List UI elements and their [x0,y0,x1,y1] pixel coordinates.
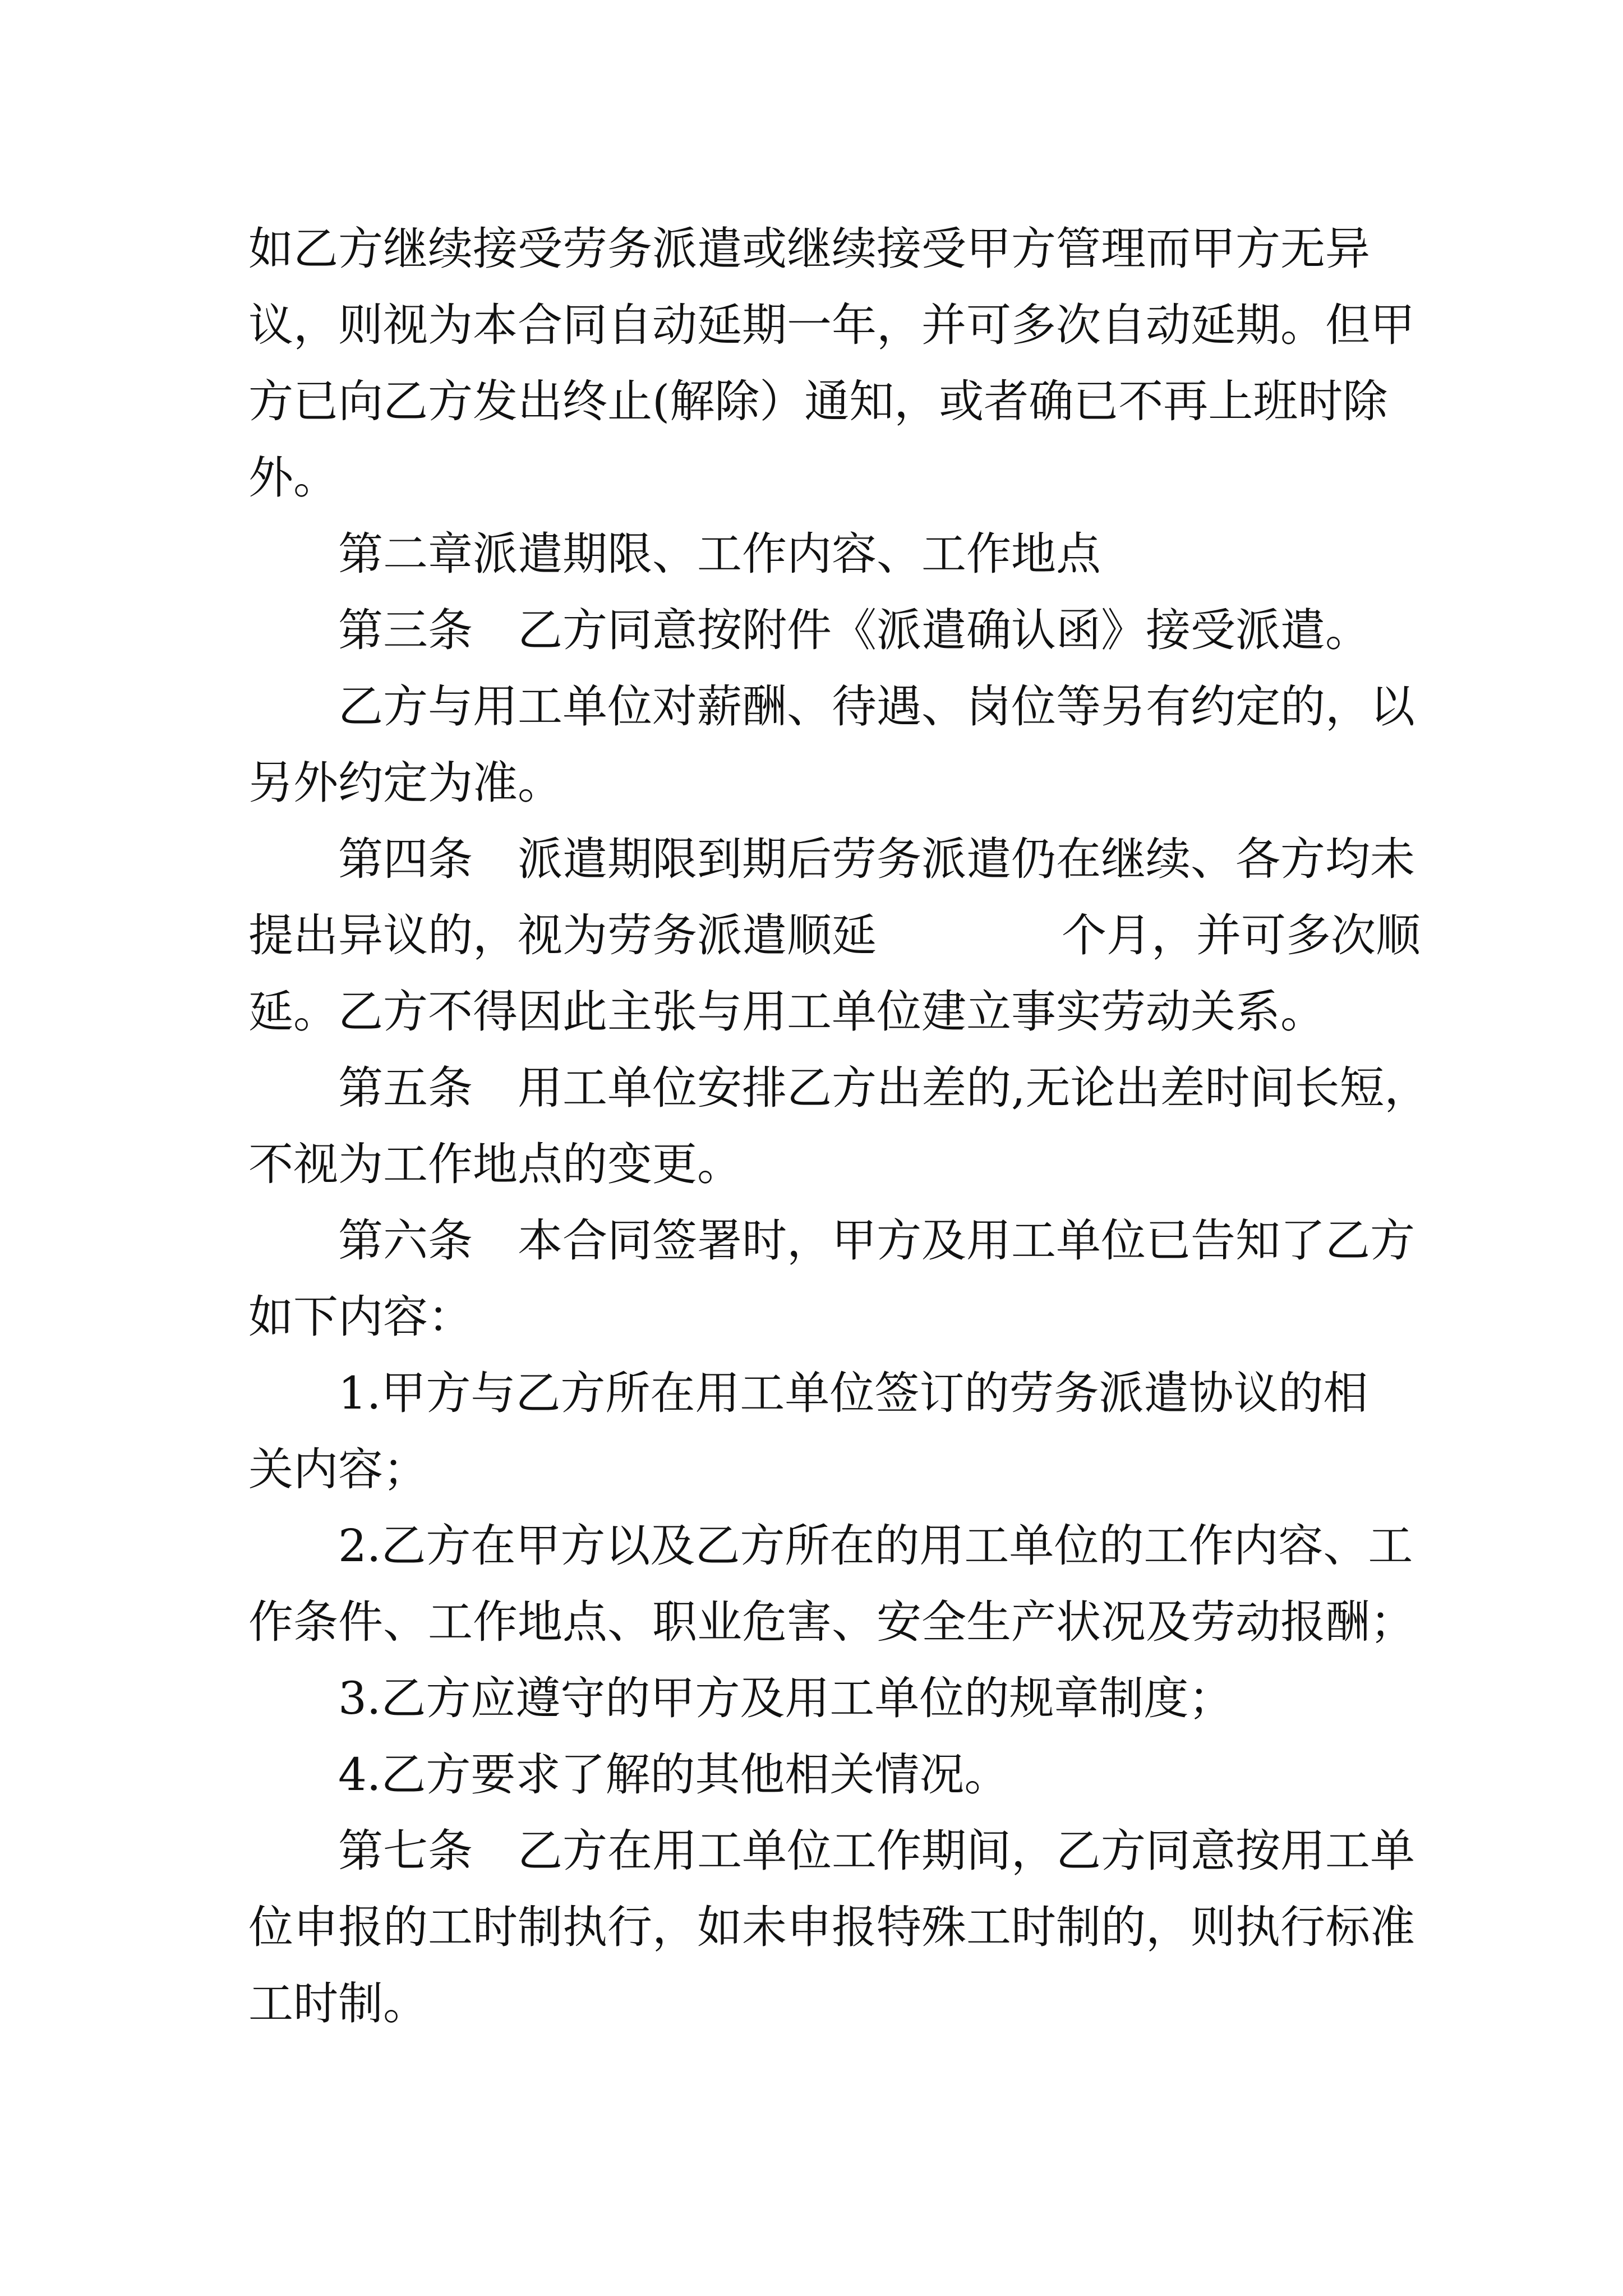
list-item-2: 2.乙方在甲方以及乙方所在的用工单位的工作内容、工 [338,1520,1413,1572]
text-line: 乙方与用工单位对薪酬、待遇、岗位等另有约定的，以 [338,680,1415,733]
text-line-with-blank [248,909,1421,963]
text-line: 不视为工作地点的变更。 [248,1138,742,1190]
text-line: 外。 [248,452,338,504]
text-segment: 个月，并可多次顺 [1062,909,1421,961]
text-line: 工时制。 [248,1977,428,2030]
article-6-line: 第六条 本合同签署时，甲方及用工单位已告知了乙方 [338,1214,1415,1267]
text-line: 如乙方继续接受劳务派遣或继续接受甲方管理而甲方无异 [248,223,1370,275]
text-line: 方已向乙方发出终止(解除）通知，或者确已不再上班时除 [248,375,1388,427]
article-3-line: 第三条 乙方同意按附件《派遣确认函》接受派遣。 [338,604,1370,656]
text-line: 如下内容： [248,1291,473,1343]
chapter-heading: 第二章派遣期限、工作内容、工作地点 [338,528,1101,580]
text-line: 作条件、工作地点、职业危害、安全生产状况及劳动报酬； [248,1596,1415,1648]
text-line: 另外约定为准。 [248,757,562,809]
text-line: 议，则视为本合同自动延期一年，并可多次自动延期。但甲 [248,299,1415,351]
list-item-1: 1.甲方与乙方所在用工单位签订的劳务派遣协议的相 [338,1367,1368,1419]
text-line: 关内容； [248,1443,428,1496]
article-4-line: 第四条 派遣期限到期后劳务派遣仍在继续、各方均未 [338,833,1415,885]
article-5-line: 第五条 用工单位安排乙方出差的,无论出差时间长短， [338,1062,1430,1114]
text-segment: 提出异议的，视为劳务派遣顺延 [248,909,877,961]
article-7-line: 第七条 乙方在用工单位工作期间，乙方同意按用工单 [338,1825,1415,1877]
list-item-4: 4.乙方要求了解的其他相关情况。 [338,1749,1009,1801]
text-line: 位申报的工时制执行，如未申报特殊工时制的，则执行标准 [248,1901,1415,1953]
text-line: 延。乙方不得因此主张与用工单位建立事实劳动关系。 [248,986,1325,1038]
list-item-3: 3.乙方应遵守的甲方及用工单位的规章制度； [338,1672,1234,1724]
